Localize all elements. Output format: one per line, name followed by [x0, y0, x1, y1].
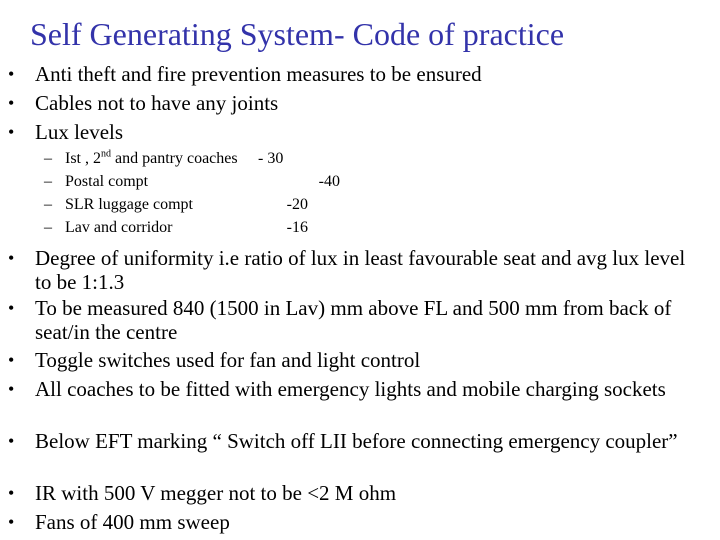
bullet-text: Anti theft and fire prevention measures to be ensured	[35, 62, 482, 86]
bullet-text: Below EFT marking “ Switch off LII before connecting emergency coupler”	[35, 429, 678, 453]
bullet-dot: •	[8, 350, 15, 370]
lux-level-value: -16	[286, 219, 308, 236]
lux-level-value: - 30	[258, 150, 284, 167]
bullet-dot: •	[8, 93, 15, 113]
bullet-dot: •	[8, 248, 15, 268]
bullet-dot: •	[8, 298, 15, 318]
lux-level-label: Postal compt	[65, 173, 149, 190]
lux-level-value: -20	[286, 196, 308, 213]
bullet-text: Lux levels	[35, 120, 124, 144]
dash-glyph: –	[44, 150, 52, 167]
lux-level-label: Lav and corridor	[65, 219, 173, 236]
lux-level-value: -40	[318, 173, 340, 190]
lux-level-label: Ist , 2nd and pantry coaches	[65, 148, 238, 167]
bullet-text: Cables not to have any joints	[35, 91, 279, 115]
bullet-dot: •	[8, 483, 15, 503]
bullet-text: All coaches to be fitted with emergency lights and mobile charging sockets	[35, 377, 666, 401]
lux-level-label: SLR luggage compt	[65, 196, 193, 213]
dash-glyph: –	[44, 173, 52, 190]
bullet-dot: •	[8, 122, 15, 142]
bullet-text: Toggle switches used for fan and light control	[35, 348, 421, 372]
slide-title: Self Generating System- Code of practice	[30, 16, 565, 52]
bullet-dot: •	[8, 64, 15, 84]
dash-glyph: –	[44, 219, 52, 236]
bullet-text: IR with 500 V megger not to be <2 M ohm	[35, 481, 397, 505]
bullet-text: Fans of 400 mm sweep	[35, 510, 230, 534]
bullet-dot: •	[8, 379, 15, 399]
bullet-dot: •	[8, 512, 15, 532]
bullet-dot: •	[8, 431, 15, 451]
dash-glyph: –	[44, 196, 52, 213]
bullet-text: To be measured 840 (1500 in Lav) mm above FL and 500 mm from back of seat/in the centre	[35, 296, 672, 344]
bullet-text: Degree of uniformity i.e ratio of lux in least favourable seat and avg lux level to be 1:1.3	[35, 246, 686, 294]
